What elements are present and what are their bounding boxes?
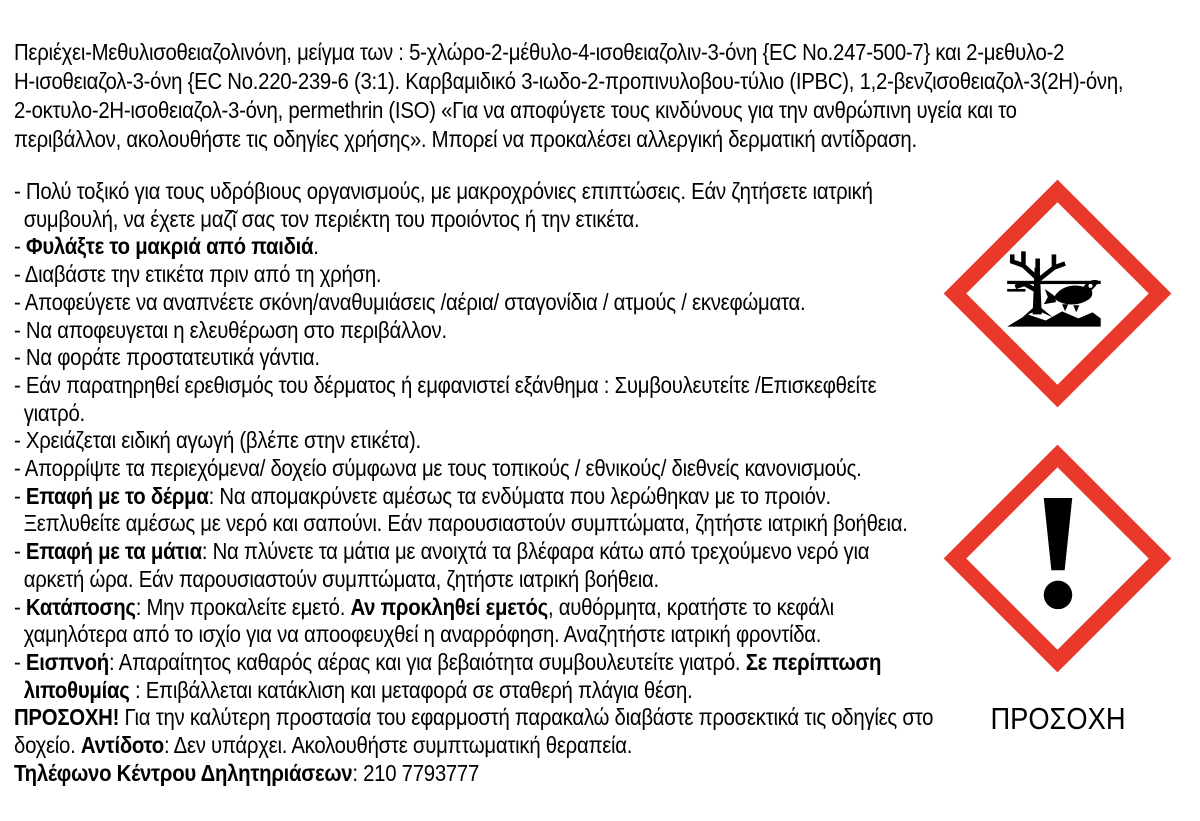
- text-line: [14, 400, 1200, 428]
- text-line: [14, 96, 1200, 125]
- text-segment: .: [313, 233, 319, 260]
- ingredients-paragraph: [14, 38, 1200, 154]
- text-line: [14, 178, 1200, 206]
- text-segment: περιβάλλον, ακολουθήστε τις οδηγίες χρήσης». Μπορεί να προκαλέσει αλλεργική δερματική αντίδραση.: [14, 126, 917, 152]
- bold-text-segment: Αντίδοτο: [80, 732, 164, 759]
- text-segment: Η-ισοθειαζολ-3-όνη {EC No.220-239-6 (3:1). Καρβαμιδικό 3-ιωδο-2-προπινυλοβου-τύλιο (IPBC), 1,2-βενζισοθειαζολ-3(2Η)-όνη,: [14, 68, 1124, 94]
- text-segment: 2-οκτυλο-2Η-ισοθειαζολ-3-όνη, permethrin (ISO) «Για να αποφύγετε τους κινδύνους για την ανθρώπινη υγεία και το: [14, 97, 1017, 123]
- signal-word-caution: ΠΡΟΣΟΧΗ: [990, 701, 1126, 736]
- text-segment: συμβουλή, να έχετε μαζῖ σας τον περιέκτη του προιόντος ή την ετικέτα.: [23, 205, 640, 232]
- bold-text-segment: Εισπνοή: [25, 648, 109, 675]
- text-segment: γιατρό.: [23, 399, 85, 426]
- dead-tree-and-fish-icon: [997, 231, 1119, 353]
- text-line: [14, 38, 1200, 67]
- text-segment: : Επιβάλλεται κατάκλιση και μεταφορά σε σταθερή πλάγια θέση.: [129, 676, 693, 703]
- text-line: [14, 372, 1200, 400]
- text-line: [14, 760, 1200, 788]
- text-line: [14, 649, 1200, 677]
- text-segment: - Να φοράτε προστατευτικά γάντια.: [14, 344, 320, 371]
- text-segment: -: [14, 233, 26, 260]
- text-segment: Περιέχει-Μεθυλισοθειαζολινόνη, μείγμα των : 5-χλώρο-2-μέθυλο-4-ισοθειαζολιν-3-όνη {EC No.247-500-7} και 2-μεθυλο-2: [14, 39, 1065, 65]
- text-segment: : Μην προκαλείτε εμετό.: [135, 593, 351, 620]
- bold-text-segment: Κατάποσης: [25, 593, 136, 620]
- bold-text-segment: Φυλάξτε το μακριά από παιδιά: [25, 233, 314, 260]
- bold-text-segment: Σε περίπτωση: [745, 648, 882, 675]
- text-segment: - Πολύ τοξικό για τους υδρόβιους οργανισμούς, με μακροχρόνιες επιπτώσεις. Εάν ζητήσετε ιατρική: [14, 178, 873, 204]
- text-segment: - Διαβάστε την ετικέτα πριν από τη χρήση.: [14, 261, 382, 288]
- text-segment: -: [14, 538, 26, 565]
- bold-text-segment: Επαφή με τα μάτια: [25, 538, 202, 565]
- text-segment: : Να απομακρύνετε αμέσως τα ενδύματα που λερώθηκαν με το προιόν.: [208, 482, 831, 509]
- text-segment: - Απορρίψτε τα περιεχόμενα/ δοχείο σύμφωνα με τους τοπικούς / εθνικούς/ διεθνείς κανονισμούς.: [14, 455, 862, 482]
- text-segment: δοχείο.: [14, 732, 81, 759]
- label-text-column: [14, 38, 1200, 787]
- text-segment: : Απαραίτητος καθαρός αέρας και για βεβαιότητα συμβουλευτείτε γιατρό.: [108, 648, 746, 675]
- text-segment: - Αποφεύγετε να αναπνέετε σκόνη/αναθυμιάσεις /αέρια/ σταγονίδια / ατμούς / εκνεφώματα.: [14, 288, 806, 315]
- bold-text-segment: Τηλέφωνο Κέντρου Δηλητηριάσεων: [14, 759, 353, 786]
- text-segment: : Δεν υπάρχει. Ακολουθήστε συμπτωματική θεραπεία.: [163, 732, 633, 759]
- text-segment: -: [14, 482, 26, 509]
- bold-text-segment: ΠΡΟΣΟΧΗ!: [14, 704, 120, 731]
- exclamation-mark-icon: [1039, 495, 1077, 615]
- text-segment: -: [14, 593, 26, 620]
- text-segment: Ξεπλυθείτε αμέσως με νερό και σαπούνι. Εάν παρουσιαστούν συμπτώματα, ζητήστε ιατρική βοήθεια.: [23, 510, 908, 537]
- text-segment: : 210 7793777: [352, 759, 480, 786]
- bold-text-segment: Αν προκληθεί εμετός: [350, 593, 548, 620]
- bold-text-segment: Επαφή με το δέρμα: [25, 482, 209, 509]
- text-line: [14, 125, 1200, 154]
- text-segment: αρκετή ώρα. Εάν παρουσιαστούν συμπτώματα, ζητήστε ιατρική βοήθεια.: [23, 565, 659, 592]
- text-segment: , αυθόρμητα, κρατήστε το κεφάλι: [547, 593, 834, 620]
- text-line: [14, 67, 1200, 96]
- bold-text-segment: λιποθυμίας: [23, 676, 130, 703]
- text-segment: - Να αποφευγεται η ελευθέρωση στο περιβάλλον.: [14, 316, 447, 343]
- text-segment: : Να πλύνετε τα μάτια με ανοιχτά τα βλέφαρα κάτω από τρεχούμενο νερό για: [201, 538, 870, 565]
- text-segment: χαμηλότερα από το ισχίο για να αποοφευχθεί η αναρρόφηση. Αναζητήστε ιατρική φροντίδα.: [23, 621, 822, 648]
- text-segment: Για την καλύτερη προστασία του εφαρμοστή παρακαλώ διαβάστε προσεκτικά τις οδηγίες στο: [119, 704, 934, 731]
- text-segment: - Χρειάζεται ειδική αγωγή (βλέπε στην ετικέτα).: [14, 427, 421, 454]
- text-line: [14, 427, 1200, 455]
- text-segment: -: [14, 648, 26, 675]
- text-segment: - Εάν παρατηρηθεί ερεθισμός του δέρματος ή εμφανιστεί εξάνθημα : Συμβουλευτείτε /Επισκεφθείτε: [14, 371, 877, 398]
